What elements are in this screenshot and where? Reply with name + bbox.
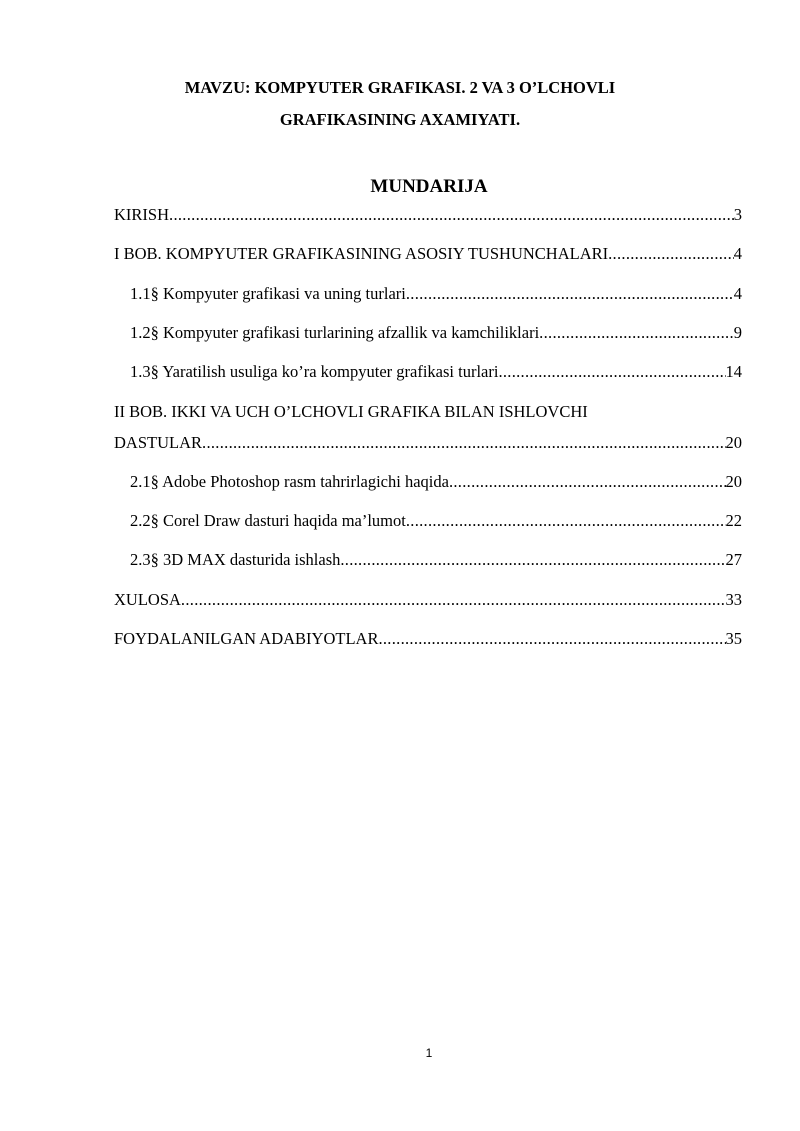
toc-page-number: 20 [725, 472, 742, 491]
toc-entry-text: 1.2§ Kompyuter grafikasi turlarining afzallik va kamchiliklari [130, 323, 540, 342]
toc-dot-leader [608, 244, 734, 264]
toc-entry-section-1-2[interactable] [130, 323, 742, 343]
toc-entry-section-2-1[interactable] [130, 472, 742, 492]
toc-dot-leader [498, 362, 725, 382]
toc-page-number: 22 [725, 511, 742, 530]
toc-entry-chapter-1[interactable] [114, 244, 742, 264]
toc-dot-leader [406, 284, 734, 304]
toc-page-number: 9 [733, 323, 742, 342]
toc-page-number: 35 [725, 629, 742, 648]
toc-dot-leader [378, 629, 725, 649]
toc-dot-leader [406, 511, 726, 531]
toc-page-number: 3 [733, 205, 742, 224]
toc-entry-text: XULOSA [114, 590, 181, 609]
toc-entry-xulosa[interactable] [114, 590, 742, 610]
toc-entry-section-1-1[interactable] [130, 284, 742, 304]
toc-dot-leader [169, 205, 734, 225]
toc-page-number: 4 [733, 244, 742, 263]
toc-page-number: 27 [725, 550, 742, 569]
toc-entry-section-2-3[interactable] [130, 550, 742, 570]
toc-entry-chapter-2-line-1[interactable]: II BOB. IKKI VA UCH O’LCHOVLI GRAFIKA BILAN ISHLOVCHI [114, 402, 588, 421]
toc-entry-text: 1.3§ Yaratilish usuliga ko’ra kompyuter grafikasi turlari [130, 362, 499, 381]
toc-entry-text: 2.2§ Corel Draw dasturi haqida ma’lumot [130, 511, 406, 530]
toc-dot-leader [539, 323, 734, 343]
toc-dot-leader [202, 433, 725, 453]
page-number: 1 [425, 1046, 433, 1060]
toc-entry-text: 1.1§ Kompyuter grafikasi va uning turlari [130, 284, 406, 303]
toc-entry-kirish[interactable] [114, 205, 742, 225]
toc-page-number: 4 [733, 284, 742, 303]
document-title-line-1: MAVZU: KOMPYUTER GRAFIKASI. 2 VA 3 O’LCHOVLI [184, 78, 616, 97]
toc-page-number: 14 [725, 362, 742, 381]
toc-entry-text: FOYDALANILGAN ADABIYOTLAR [114, 629, 379, 648]
toc-entry-text: KIRISH [114, 205, 170, 224]
toc-entry-section-1-3[interactable] [130, 362, 742, 382]
toc-page-number: 33 [725, 590, 742, 609]
toc-entry-section-2-2[interactable] [130, 511, 742, 531]
toc-entry-text: 2.3§ 3D MAX dasturida ishlash [130, 550, 341, 569]
contents-heading: MUNDARIJA [370, 176, 488, 197]
toc-dot-leader [449, 472, 726, 492]
document-title-line-2: GRAFIKASINING AXAMIYATI. [279, 110, 521, 129]
toc-dot-leader [340, 550, 725, 570]
toc-entry-text: DASTULAR [114, 433, 203, 452]
toc-page-number: 20 [725, 433, 742, 452]
toc-entry-chapter-2[interactable] [114, 433, 742, 453]
toc-entry-text: 2.1§ Adobe Photoshop rasm tahrirlagichi haqida [130, 472, 449, 491]
toc-dot-leader [181, 590, 726, 610]
toc-entry-text: I BOB. KOMPYUTER GRAFIKASINING ASOSIY TUSHUNCHALARI [114, 244, 609, 263]
toc-entry-adabiyotlar[interactable] [114, 629, 742, 649]
